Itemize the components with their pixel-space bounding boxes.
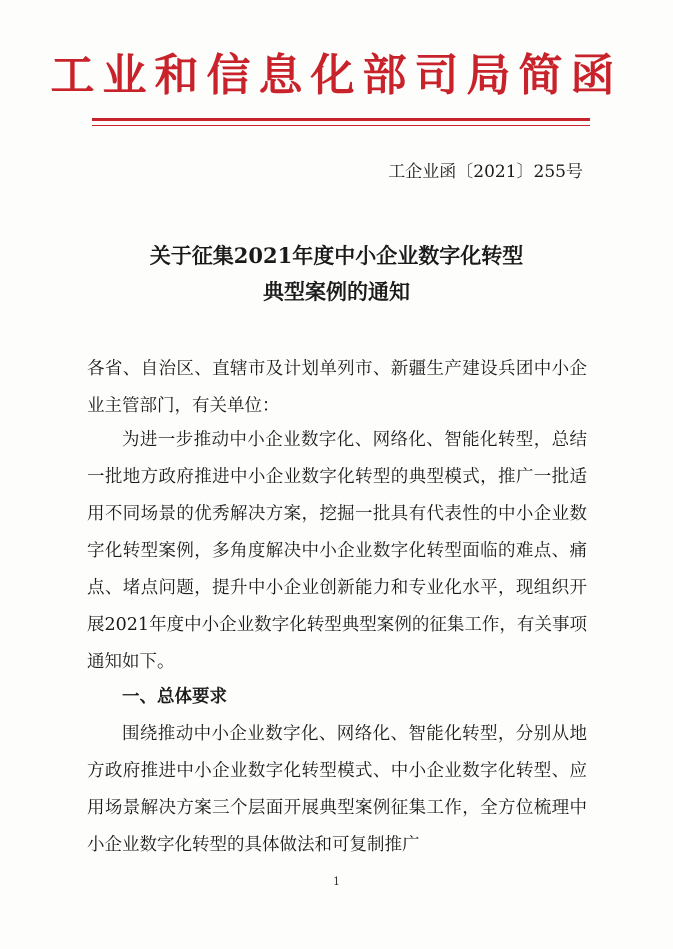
document-title-line-2: 典型案例的通知 xyxy=(263,279,410,304)
addressee-paragraph: 各省、自治区、直辖市及计划单列市、新疆生产建设兵团中小企业主管部门，有关单位： xyxy=(87,359,587,416)
document-number: 工企业函〔2021〕255号 xyxy=(388,162,583,182)
masthead-rule-thin xyxy=(92,125,590,126)
page-number: 1 xyxy=(333,875,340,888)
section-1-paragraph: 围绕推动中小企业数字化、网络化、智能化转型，分别从地方政府推进中小企业数字化转型模式、中小企业数字化转型、应用场景解决方案三个层面开展典型案例征集工作，全方位梳理中小企业数字化转型的具体做法和可复制推广 xyxy=(87,724,587,855)
intro-paragraph: 为进一步推动中小企业数字化、网络化、智能化转型，总结一批地方政府推进中小企业数字化转型的典型模式，推广一批适用不同场景的优秀解决方案，挖掘一批具有代表性的中小企业数字化转型案例，多角度解决中小企业数字化转型面临的难点、痛点、堵点问题，提升中小企业创新能力和专业化水平，现组织开展2021年度中小企业数字化转型典型案例的征集工作，有关事项通知如下。 xyxy=(87,430,587,672)
section-heading-general-requirements: 一、总体要求 xyxy=(122,687,227,707)
masthead-title: 工业和信息化部司局简函 xyxy=(50,50,623,101)
document-title-line-1: 关于征集2021年度中小企业数字化转型 xyxy=(149,243,524,268)
masthead-rule-thick xyxy=(92,118,590,121)
